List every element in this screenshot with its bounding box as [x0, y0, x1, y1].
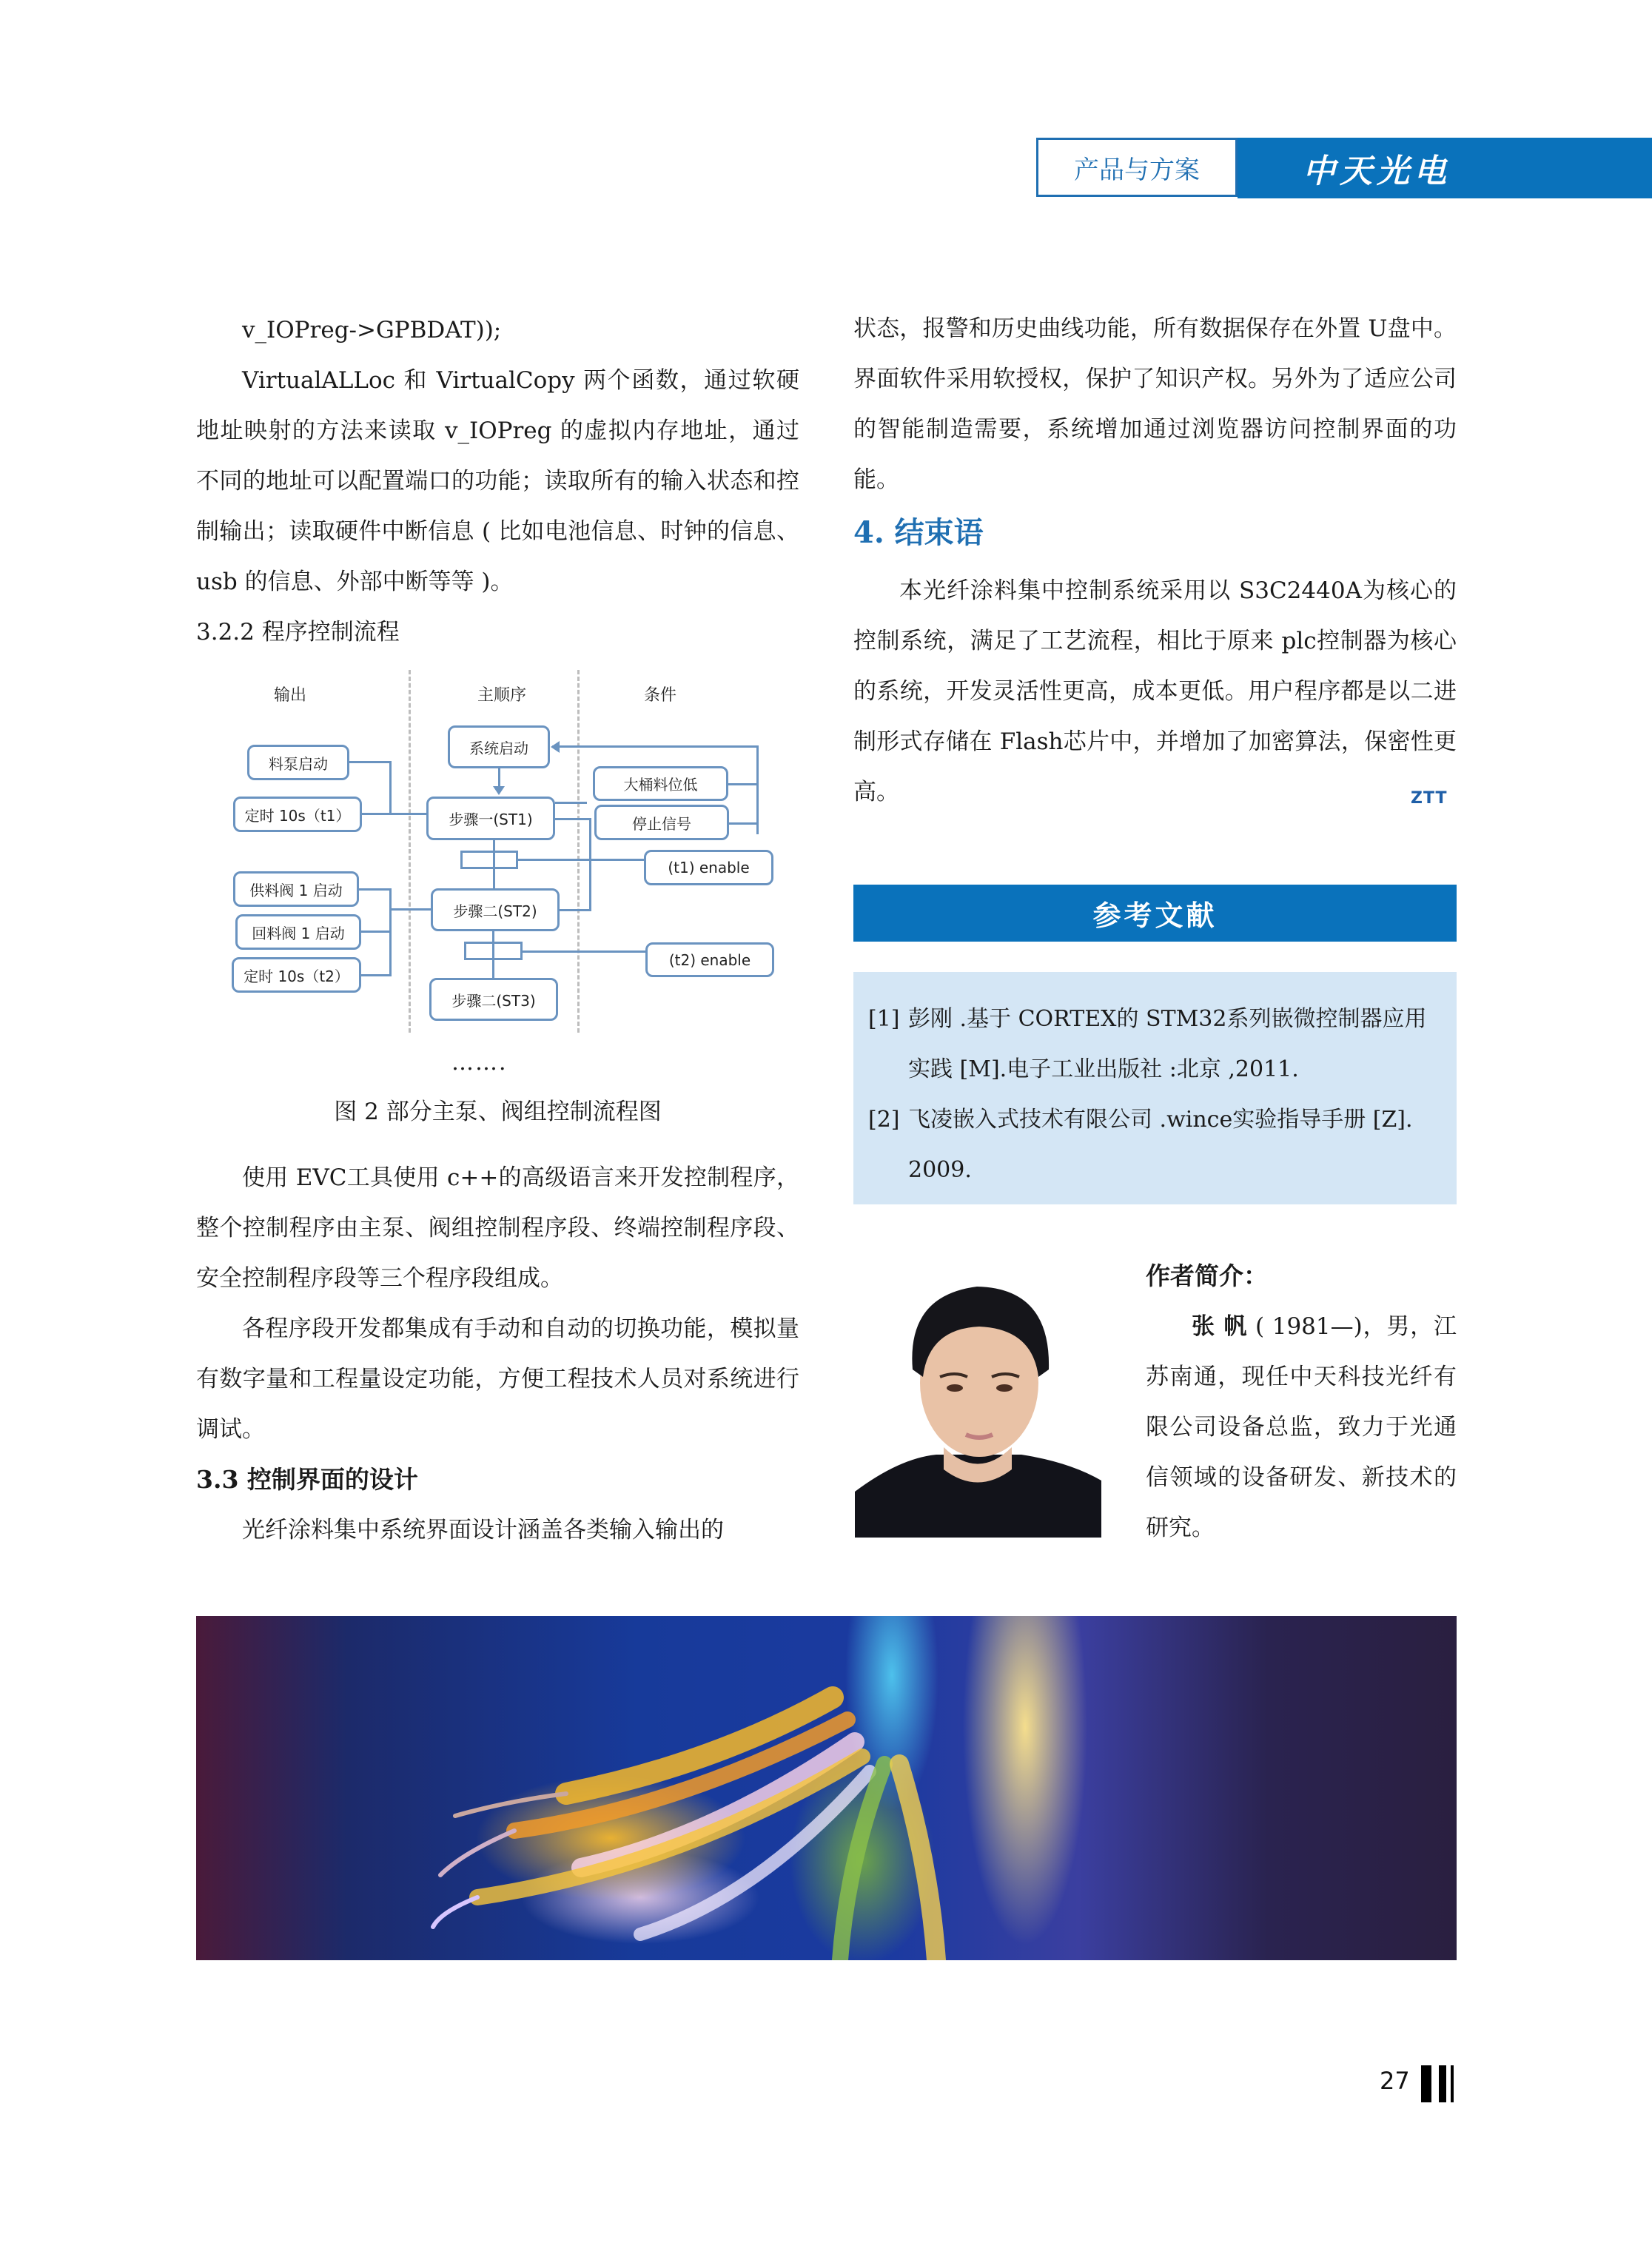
lane-divider	[409, 670, 411, 1033]
diagram-col-header: 主顺序	[477, 686, 527, 705]
subheading: 3.2.2 程序控制流程	[196, 619, 400, 646]
connector	[728, 783, 758, 785]
reference-item	[868, 1095, 1442, 1196]
connector	[555, 802, 587, 804]
connector	[389, 761, 392, 814]
reference-number: [2]	[868, 1107, 900, 1133]
connector	[518, 859, 644, 861]
arrow-left-icon	[551, 741, 560, 753]
condition-t2-enable: (t2) enable	[645, 942, 774, 977]
ellipsis: …….	[451, 1050, 508, 1076]
connector	[362, 813, 426, 815]
connector	[555, 818, 590, 820]
barcode-bar	[1439, 2065, 1446, 2102]
author-label: 作者简介：	[1146, 1261, 1268, 1290]
connector	[756, 745, 759, 834]
arrow-down-icon	[493, 786, 505, 795]
condition-stop-signal: 停止信号	[594, 805, 729, 840]
left-column-top	[196, 305, 799, 657]
step-system-start: 系统启动	[448, 725, 550, 768]
ztt-end-mark: ZTT	[1411, 789, 1448, 808]
output-pump-start: 料泵启动	[247, 745, 349, 780]
barcode-bar	[1421, 2065, 1431, 2102]
fiber-strands-icon	[196, 1616, 1457, 1960]
paragraph: 本光纤涂料集中控制系统采用以 S3C2440A为核心的控制系统，满足了工艺流程，相比于原来 plc控制器为核心的系统，开发灵活性更高，成本更低。用户程序都是以二进制形式存储在 Flash芯片中，并增加了加密算法，保密性更高。	[853, 577, 1457, 805]
output-timer-t2: 定时 10s（t2）	[232, 957, 361, 993]
output-return-valve: 回料阀 1 启动	[235, 914, 361, 950]
connector	[389, 908, 431, 911]
connector	[589, 818, 591, 911]
transition-marker	[460, 851, 518, 869]
step-st3: 步骤二(ST3)	[429, 978, 558, 1021]
portrait-icon	[855, 1258, 1101, 1538]
author-name: 张 帆	[1192, 1313, 1248, 1340]
reference-text: 彭刚 .基于 CORTEX的 STM32系列嵌微控制器应用实践 [M].电子工业出版社 :北京 ,2011.	[908, 1006, 1427, 1082]
connector	[560, 909, 591, 911]
condition-t1-enable: (t1) enable	[644, 850, 773, 885]
transition-marker	[464, 942, 523, 960]
code-line: v_IOPreg->GPBDAT));	[242, 317, 502, 343]
references-list	[853, 972, 1457, 1204]
paragraph: 使用 EVC工具使用 c++的高级语言来开发控制程序，整个控制程序由主泵、阀组控制程序段、终端控制程序段、安全控制程序段等三个程序段组成。	[196, 1164, 799, 1292]
step-st1: 步骤一(ST1)	[426, 797, 555, 840]
brand-title: 中天光电	[1303, 152, 1451, 190]
output-timer-t1: 定时 10s（t1）	[233, 797, 362, 832]
step-st2: 步骤二(ST2)	[431, 888, 560, 931]
author-photo	[855, 1258, 1101, 1538]
connector	[361, 974, 391, 976]
output-supply-valve: 供料阀 1 启动	[233, 871, 359, 907]
references-header: 参考文献	[853, 885, 1457, 942]
connector	[359, 888, 391, 891]
diagram-col-header: 输出	[273, 686, 307, 705]
section-heading: 4. 结束语	[853, 515, 984, 550]
connector	[361, 931, 391, 933]
author-text	[1146, 1301, 1457, 1553]
diagram-col-header: 条件	[643, 686, 677, 705]
reference-text: 飞凌嵌入式技术有限公司 .wince实验指导手册 [Z]. 2009.	[908, 1107, 1413, 1183]
fiber-optic-image	[196, 1616, 1457, 1960]
author-description: ( 1981—)，男，江苏南通，现任中天科技光纤有限公司设备总监，致力于光通信领域的设备研发、新技术的研究。	[1146, 1313, 1457, 1541]
right-column-top	[853, 304, 1457, 817]
barcode-bar	[1451, 2065, 1454, 2102]
section-tab: 产品与方案	[1036, 138, 1238, 197]
paragraph: 状态，报警和历史曲线功能，所有数据保存在外置 U盘中。界面软件采用软授权，保护了知识产权。另外为了适应公司的智能制造需要，系统增加通过浏览器访问控制界面的功能。	[853, 315, 1457, 493]
connector	[349, 761, 391, 763]
author-bio	[1146, 1251, 1457, 1553]
page-number: 27	[1380, 2067, 1410, 2095]
reference-item	[868, 994, 1442, 1095]
paragraph: 光纤涂料集中系统界面设计涵盖各类输入输出的	[242, 1517, 724, 1543]
figure-caption: 图 2 部分主泵、阀组控制流程图	[334, 1099, 662, 1125]
connector	[729, 822, 759, 825]
paragraph: VirtualALLoc 和 VirtualCopy 两个函数，通过软硬地址映射的方法来读取 v_IOPreg 的虚拟内存地址，通过不同的地址可以配置端口的功能；读取所有的输入状态和控制输出；读取硬件中断信息 ( 比如电池信息、时钟的信息、usb 的信息、外部中断等等 )。	[196, 367, 799, 595]
brand-banner	[1238, 138, 1652, 198]
connector	[552, 745, 758, 748]
connector	[523, 950, 645, 953]
reference-number: [1]	[868, 1006, 900, 1032]
left-column-bottom	[196, 1153, 799, 1555]
connector	[389, 888, 392, 976]
paragraph: 各程序段开发都集成有手动和自动的切换功能，模拟量有数字量和工程量设定功能，方便工程技术人员对系统进行调试。	[196, 1315, 799, 1443]
lane-divider	[577, 670, 580, 1033]
section-heading: 3.3 控制界面的设计	[196, 1465, 418, 1494]
condition-tank-low: 大桶料位低	[593, 766, 728, 801]
